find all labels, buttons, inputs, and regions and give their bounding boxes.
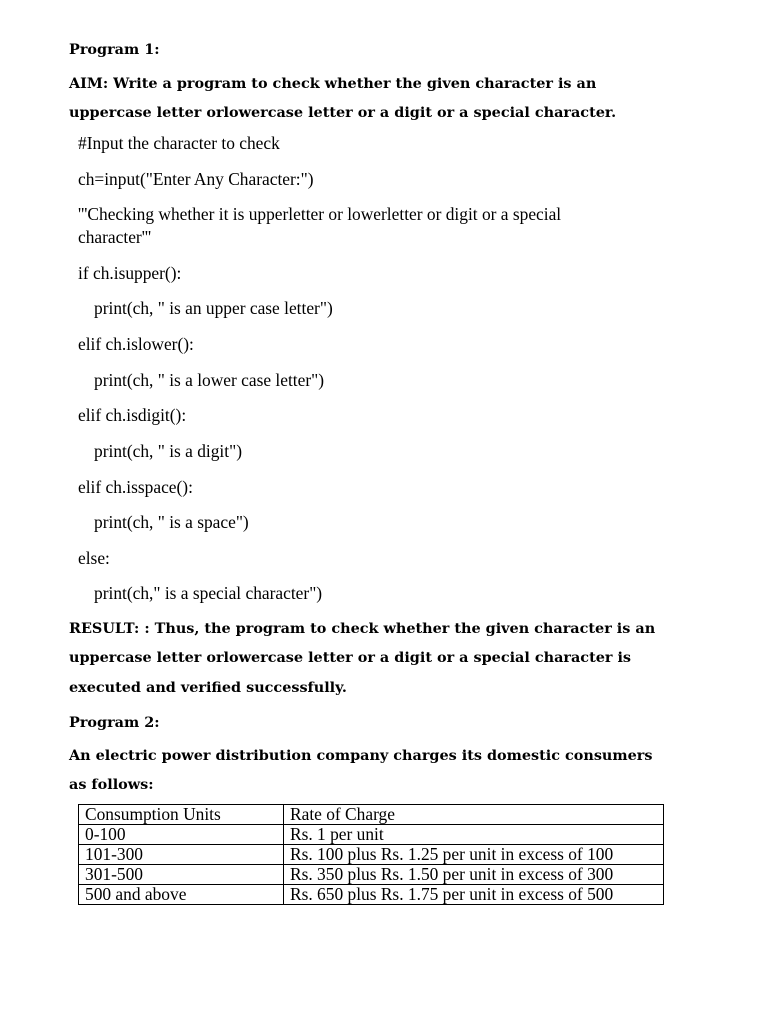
- table-cell: Rs. 650 plus Rs. 1.75 per unit in excess of 500: [284, 885, 664, 905]
- code-line: elif ch.isdigit():: [78, 405, 187, 425]
- table-cell: Rs. 1 per unit: [284, 825, 664, 845]
- code-line: #Input the character to check: [78, 133, 280, 153]
- result-line1: RESULT: : Thus, the program to check whether the given character is an: [69, 620, 656, 637]
- code-line: print(ch, " is a lower case letter"): [94, 370, 325, 390]
- code-line: ch=input("Enter Any Character:"): [78, 169, 314, 189]
- program2-heading: Program 2:: [69, 714, 160, 731]
- table-header-cell: Rate of Charge: [284, 805, 664, 825]
- table-cell: Rs. 100 plus Rs. 1.25 per unit in excess of 100: [284, 845, 664, 865]
- program2-intro-line1: An electric power distribution company charges its domestic consumers: [69, 747, 653, 764]
- code-line: print(ch, " is a space"): [94, 512, 249, 532]
- table-row: [79, 845, 664, 865]
- rate-table: [78, 804, 664, 905]
- code-line: character''': [78, 227, 152, 247]
- result-line2: uppercase letter orlowercase letter or a digit or a special character is: [69, 649, 632, 666]
- code-line: print(ch," is a special character"): [94, 583, 323, 603]
- table-row: [79, 865, 664, 885]
- table-cell: 500 and above: [79, 885, 284, 905]
- result-line3: executed and verified successfully.: [69, 679, 347, 696]
- table-header-cell: Consumption Units: [79, 805, 284, 825]
- code-line: elif ch.isspace():: [78, 477, 193, 497]
- code-line: print(ch, " is an upper case letter"): [94, 298, 333, 318]
- code-line: else:: [78, 548, 110, 568]
- code-line: print(ch, " is a digit"): [94, 441, 242, 461]
- table-row: [79, 825, 664, 845]
- table-cell: Rs. 350 plus Rs. 1.50 per unit in excess of 300: [284, 865, 664, 885]
- program1-aim-line2: uppercase letter orlowercase letter or a digit or a special character.: [69, 104, 617, 121]
- program1-aim-line1: AIM: Write a program to check whether the given character is an: [69, 75, 597, 92]
- table-row: [79, 885, 664, 905]
- table-cell: 0-100: [79, 825, 284, 845]
- table-cell: 101-300: [79, 845, 284, 865]
- code-line: elif ch.islower():: [78, 334, 194, 354]
- code-line: if ch.isupper():: [78, 263, 182, 283]
- code-line: '''Checking whether it is upperletter or lowerletter or digit or a special: [78, 204, 562, 224]
- table-header-row: [79, 805, 664, 825]
- program2-intro-line2: as follows:: [69, 776, 154, 793]
- table-cell: 301-500: [79, 865, 284, 885]
- program1-heading: Program 1:: [69, 41, 160, 58]
